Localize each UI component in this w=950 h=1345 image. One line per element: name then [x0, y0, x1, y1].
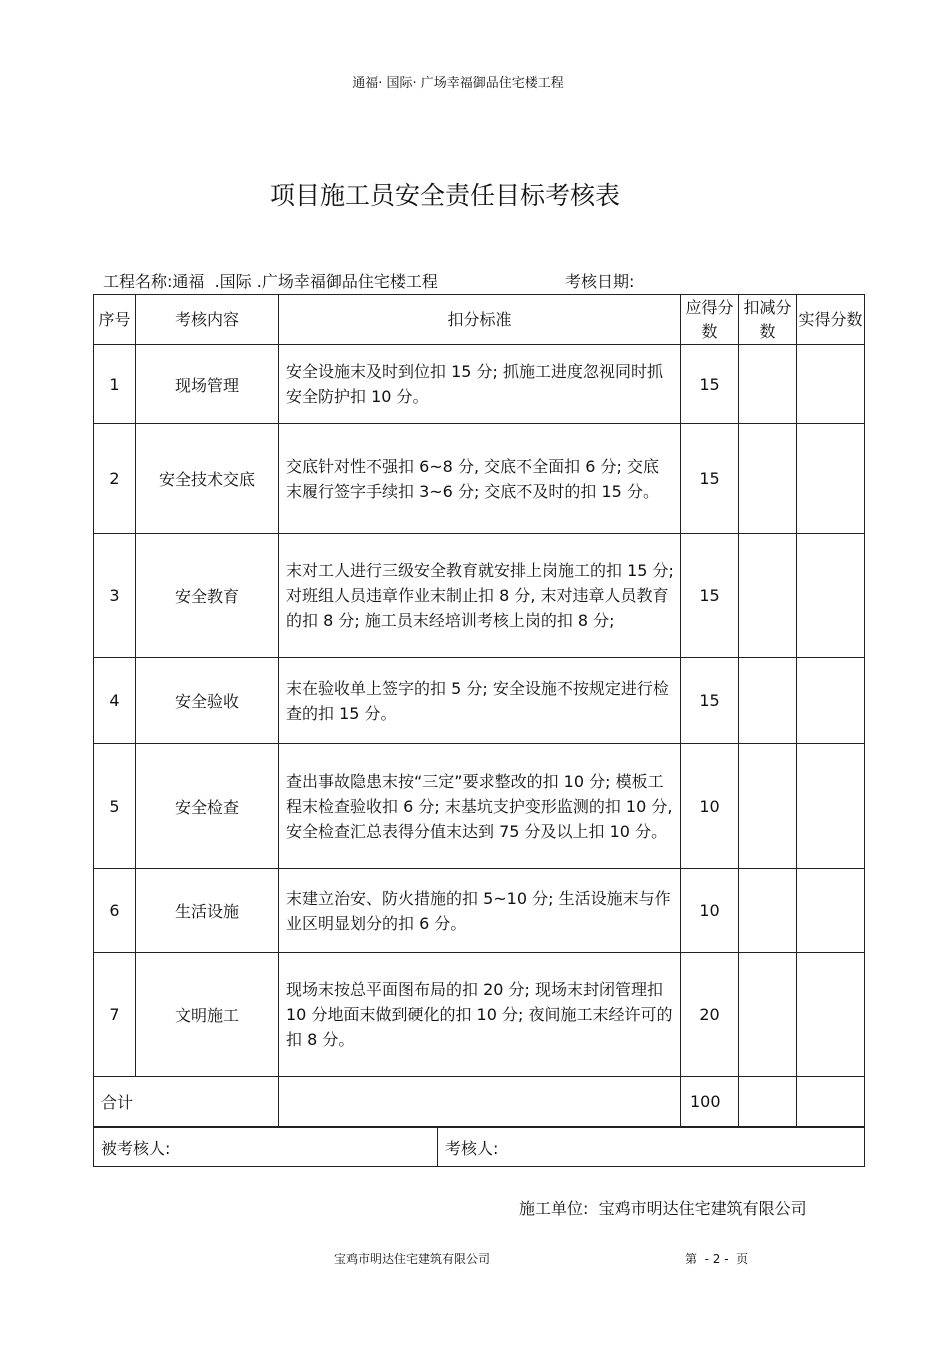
row-criteria: 安全设施末及时到位扣 15 分; 抓施工进度忽视同时抓安全防护扣 10 分。 — [279, 345, 681, 424]
table-header-row — [94, 295, 865, 345]
total-row — [94, 1077, 865, 1127]
row-deduct-score[interactable] — [739, 869, 797, 953]
table-row — [94, 658, 865, 744]
row-no: 7 — [94, 953, 136, 1077]
row-content: 现场管理 — [136, 345, 279, 424]
table-row — [94, 869, 865, 953]
row-actual-score[interactable] — [797, 534, 865, 658]
row-actual-score[interactable] — [797, 953, 865, 1077]
row-content: 安全验收 — [136, 658, 279, 744]
row-deduct-score[interactable] — [739, 953, 797, 1077]
total-criteria-empty — [279, 1077, 681, 1127]
row-deduct-score[interactable] — [739, 424, 797, 534]
header-content: 考核内容 — [136, 295, 279, 345]
header-no: 序号 — [94, 295, 136, 345]
assessment-table — [93, 294, 865, 1127]
running-header: 通福· 国际· 广场幸福御品住宅楼工程 — [352, 76, 564, 91]
row-criteria: 交底针对性不强扣 6~8 分, 交底不全面扣 6 分; 交底末履行签字手续扣 3~6 分; 交底不及时的扣 15 分。 — [279, 424, 681, 534]
row-criteria: 现场末按总平面图布局的扣 20 分; 现场末封闭管理扣 10 分地面末做到硬化的扣 10 分; 夜间施工末经许可的扣 8 分。 — [279, 953, 681, 1077]
total-due-score: 100 — [681, 1077, 739, 1127]
row-deduct-score[interactable] — [739, 534, 797, 658]
row-actual-score[interactable] — [797, 869, 865, 953]
table-row — [94, 744, 865, 869]
row-no: 1 — [94, 345, 136, 424]
assessor-signature-field[interactable]: 考核人: — [438, 1128, 865, 1167]
row-due-score: 15 — [681, 345, 739, 424]
row-due-score: 20 — [681, 953, 739, 1077]
table-row — [94, 953, 865, 1077]
row-no: 4 — [94, 658, 136, 744]
row-actual-score[interactable] — [797, 658, 865, 744]
row-content: 安全检查 — [136, 744, 279, 869]
row-no: 5 — [94, 744, 136, 869]
row-no: 2 — [94, 424, 136, 534]
header-criteria: 扣分标准 — [279, 295, 681, 345]
table-row — [94, 534, 865, 658]
footer-company: 宝鸡市明达住宅建筑有限公司 — [334, 1252, 491, 1266]
row-actual-score[interactable] — [797, 424, 865, 534]
header-deduct-score: 扣减分数 — [739, 295, 797, 345]
row-content: 生活设施 — [136, 869, 279, 953]
header-due-score: 应得分数 — [681, 295, 739, 345]
row-criteria: 末对工人进行三级安全教育就安排上岗施工的扣 15 分; 对班组人员违章作业末制止扣 8 分, 末对违章人员教育的扣 8 分; 施工员末经培训考核上岗的扣 8 分; — [279, 534, 681, 658]
total-deduct-score[interactable] — [739, 1077, 797, 1127]
row-criteria: 末建立治安、防火措施的扣 5~10 分; 生活设施末与作业区明显划分的扣 6 分。 — [279, 869, 681, 953]
total-actual-score[interactable] — [797, 1077, 865, 1127]
row-criteria: 末在验收单上签字的扣 5 分; 安全设施不按规定进行检查的扣 15 分。 — [279, 658, 681, 744]
row-due-score: 15 — [681, 658, 739, 744]
row-criteria: 查出事故隐患末按“三定”要求整改的扣 10 分; 模板工程末检查验收扣 6 分; 末基坑支护变形监测的扣 10 分, 安全检查汇总表得分值末达到 75 分及以上扣 10 分。 — [279, 744, 681, 869]
header-actual-score: 实得分数 — [797, 295, 865, 345]
row-actual-score[interactable] — [797, 345, 865, 424]
row-content: 安全技术交底 — [136, 424, 279, 534]
project-name-label: 工程名称: — [103, 272, 173, 291]
signature-row — [94, 1128, 865, 1167]
project-name-value: 通福 .国际 .广场幸福御品住宅楼工程 — [172, 272, 438, 291]
row-deduct-score[interactable] — [739, 744, 797, 869]
row-due-score: 10 — [681, 744, 739, 869]
row-no: 3 — [94, 534, 136, 658]
row-due-score: 15 — [681, 534, 739, 658]
row-actual-score[interactable] — [797, 744, 865, 869]
row-due-score: 10 — [681, 869, 739, 953]
signature-table — [93, 1127, 865, 1167]
footer-page-number: 第 - 2 - 页 — [685, 1252, 749, 1266]
table-row — [94, 345, 865, 424]
document-title: 项目施工员安全责任目标考核表 — [269, 181, 620, 210]
assessment-date-label: 考核日期: — [565, 272, 635, 291]
row-due-score: 15 — [681, 424, 739, 534]
assessee-signature-field[interactable]: 被考核人: — [94, 1128, 438, 1167]
row-deduct-score[interactable] — [739, 658, 797, 744]
row-content: 文明施工 — [136, 953, 279, 1077]
row-content: 安全教育 — [136, 534, 279, 658]
total-label: 合计 — [94, 1077, 279, 1127]
row-no: 6 — [94, 869, 136, 953]
table-row — [94, 424, 865, 534]
row-deduct-score[interactable] — [739, 345, 797, 424]
construction-unit: 施工单位: 宝鸡市明达住宅建筑有限公司 — [519, 1199, 807, 1218]
project-name-line — [103, 269, 438, 292]
